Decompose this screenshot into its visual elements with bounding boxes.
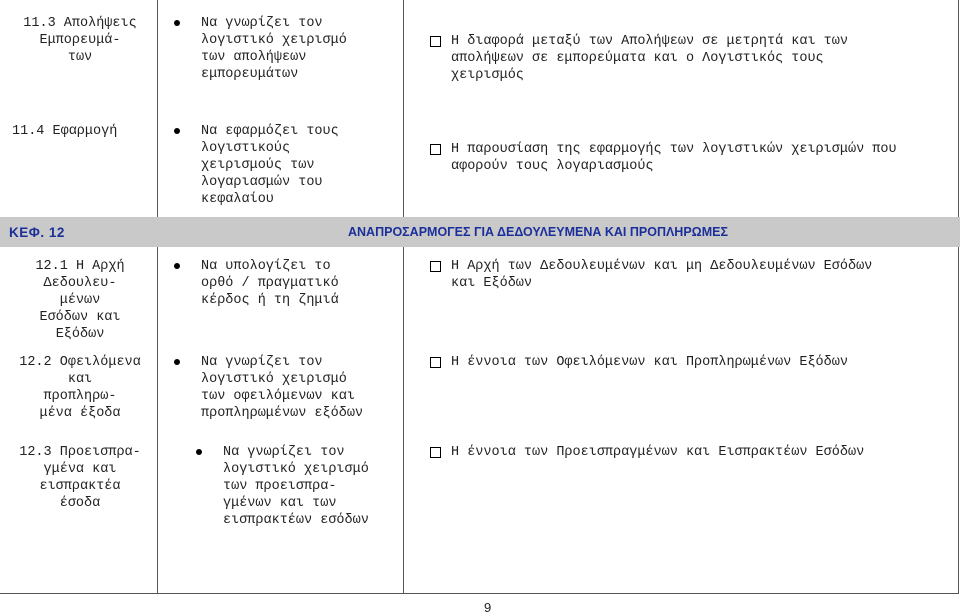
- column-divider-2: [403, 0, 404, 594]
- objective-11-4: Να εφαρμόζει τους λογιστικούς χειρισμούς των λογαριασμών του κεφαλαίου: [201, 123, 339, 208]
- section-12-1: 12.1 Η Αρχή Δεδουλευ- μένων Εσόδων και Εξόδων: [35, 259, 125, 342]
- section-12-2: 12.2 Οφειλόμενα και προπληρω- μένα έξοδα: [19, 355, 141, 421]
- checkbox-icon: [430, 36, 441, 47]
- content-12-2: Η έννοια των Οφειλόμενων και Προπληρωμένων Εξόδων: [451, 354, 848, 371]
- chapter-label: ΚΕΦ. 12: [9, 225, 65, 240]
- content-12-3: Η έννοια των Προεισπραγμένων και Εισπρακτέων Εσόδων: [451, 444, 864, 461]
- checkbox-icon: [430, 357, 441, 368]
- column-divider-right: [958, 0, 959, 594]
- objective-12-1: Να υπολογίζει το ορθό / πραγματικό κέρδος ή τη ζημιά: [201, 258, 339, 309]
- section-11-3: 11.3 Απολήψεις Εμπορευμά- των: [23, 16, 137, 65]
- page-number: 9: [484, 600, 492, 615]
- objective-12-3: Να γνωρίζει τον λογιστικό χειρισμό των προεισπρα- γμένων και των εισπρακτέων εσόδων: [223, 444, 369, 529]
- bullet-icon: [174, 20, 180, 26]
- bullet-icon: [174, 263, 180, 269]
- checkbox-icon: [430, 144, 441, 155]
- objective-12-2: Να γνωρίζει τον λογιστικό χειρισμό των οφειλόμενων και προπληρωμένων εξόδων: [201, 354, 363, 422]
- objective-11-3: Να γνωρίζει τον λογιστικό χειρισμό των απολήψεων εμπορευμάτων: [201, 15, 347, 83]
- checkbox-icon: [430, 447, 441, 458]
- checkbox-icon: [430, 261, 441, 272]
- chapter-header: [0, 217, 960, 247]
- table-bottom-border: [0, 593, 959, 594]
- bullet-icon: [196, 449, 202, 455]
- section-12-3: 12.3 Προεισπρα- γμένα και εισπρακτέα έσοδα: [19, 445, 141, 511]
- column-divider-1: [157, 0, 158, 594]
- content-12-1: Η Αρχή των Δεδουλευμένων και μη Δεδουλευμένων Εσόδων και Εξόδων: [451, 258, 872, 292]
- content-11-3: Η διαφορά μεταξύ των Απολήψεων σε μετρητά και των απολήψεων σε εμπορεύματα και ο Λογιστικός τους χειρισμός: [451, 33, 848, 84]
- section-11-4: 11.4 Εφαρμογή: [12, 124, 118, 139]
- bullet-icon: [174, 128, 180, 134]
- content-11-4: Η παρουσίαση της εφαρμογής των λογιστικών χειρισμών που αφορούν τους λογαριασμούς: [451, 141, 897, 175]
- chapter-title: ΑΝΑΠΡΟΣΑΡΜΟΓΕΣ ΓΙΑ ΔΕΔΟΥΛΕΥΜΕΝΑ ΚΑΙ ΠΡΟΠΛΗΡΩΜΕΣ: [348, 225, 728, 239]
- bullet-icon: [174, 359, 180, 365]
